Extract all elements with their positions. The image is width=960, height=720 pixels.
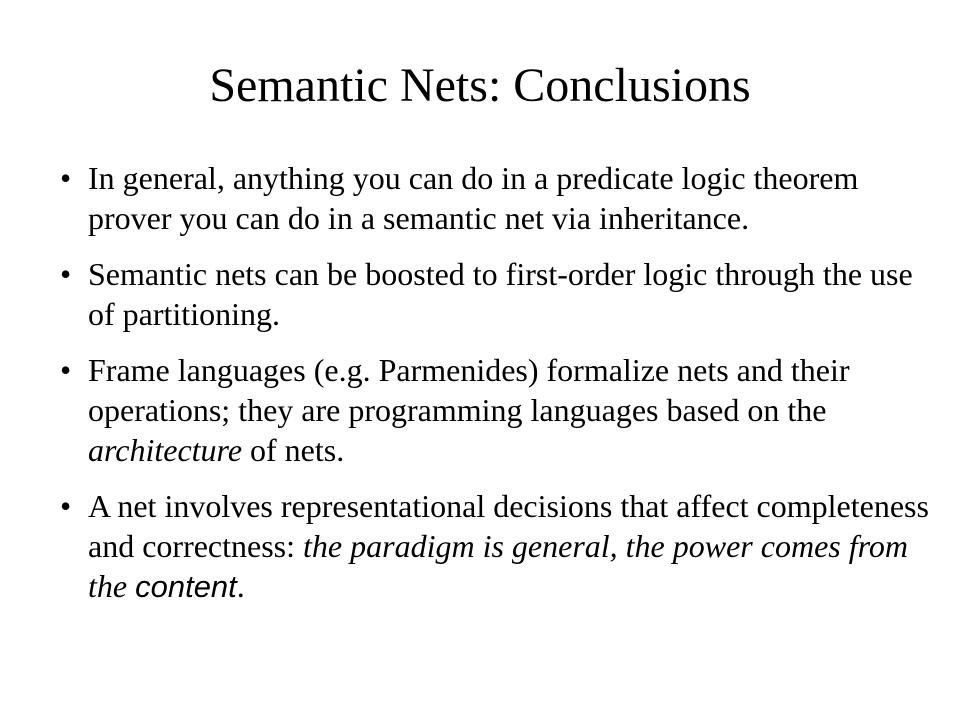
bullet-icon: • xyxy=(60,256,72,292)
bullet-item-representational-decisions xyxy=(60,486,930,607)
bullet-item-inheritance xyxy=(60,158,930,238)
bullet-emphasis-content: content xyxy=(135,569,237,604)
bullet-emphasis: the paradigm is general, the power comes from the xyxy=(88,528,908,604)
bullet-item-partitioning xyxy=(60,254,930,334)
bullet-icon: • xyxy=(60,488,72,524)
bullet-text: Semantic nets can be boosted to first-order logic through the use of partitioning. xyxy=(88,256,913,332)
slide-title: Semantic Nets: Conclusions xyxy=(209,59,751,112)
bullet-text-start: A net involves representational decisions that affect completeness and correctness: xyxy=(88,488,929,564)
bullet-item-frame-languages xyxy=(60,350,930,470)
bullet-list xyxy=(60,158,930,623)
bullet-emphasis: architecture xyxy=(88,432,243,468)
bullet-text-start: Frame languages (e.g. Parmenides) formalize nets and their operations; they are programming languages based on the xyxy=(88,352,850,428)
bullet-text: In general, anything you can do in a predicate logic theorem prover you can do in a semantic net via inheritance. xyxy=(88,160,859,236)
bullet-text-end: . xyxy=(236,568,245,604)
bullet-text-end: of nets. xyxy=(242,432,345,468)
bullet-icon: • xyxy=(60,160,72,196)
bullet-icon: • xyxy=(60,352,72,388)
